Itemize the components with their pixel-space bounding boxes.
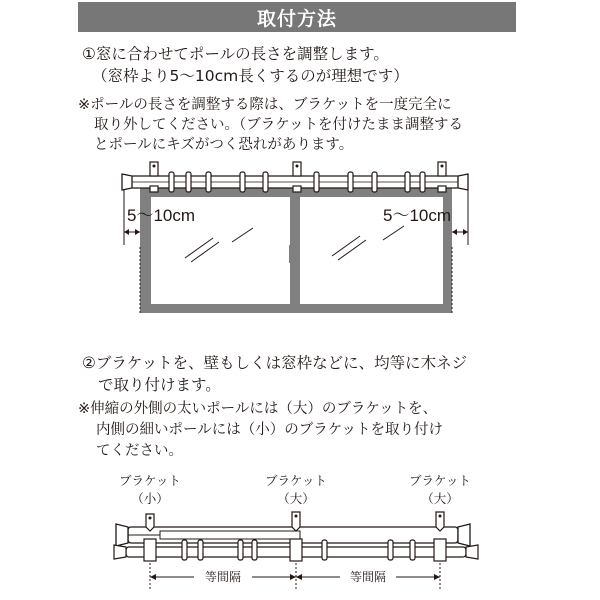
- bracket-small-label: [112, 471, 188, 507]
- bracket-right-label: [402, 471, 478, 507]
- bracket-right-name: ブラケット: [409, 473, 471, 488]
- left-extension-label: 5〜10cm: [127, 206, 196, 225]
- spacing-right-label: 等間隔: [349, 570, 387, 584]
- step2-line1: ②ブラケットを、壁もしくは窓枠などに、均等に木ネジ: [82, 354, 468, 372]
- bracket-right-size: （大）: [421, 491, 459, 506]
- right-extension-label: 5〜10cm: [383, 206, 452, 225]
- step2-note-line3: てください。: [96, 443, 183, 459]
- bracket-small-name: ブラケット: [119, 473, 181, 488]
- bracket-center-size: （大）: [277, 491, 315, 506]
- spacing-left-label: 等間隔: [204, 570, 242, 584]
- bracket-small-size: （小）: [131, 491, 169, 506]
- step1-line2: （窓枠より5〜10cm長くするのが理想です）: [92, 67, 409, 85]
- step2-note-line1: ※伸縮の外側の太いポールには（大）のブラケットを、: [78, 401, 438, 417]
- window-latch: [289, 245, 293, 263]
- page-title: 取付方法: [256, 7, 337, 30]
- step1-note-line3: とポールにキズがつく恐れがあります。: [94, 137, 354, 153]
- step2-note-line2: 内側の細いポールには（小）のブラケットを取り付け: [96, 422, 443, 438]
- curtain-pole-2: [114, 512, 478, 561]
- step1-line1: ①窓に合わせてポールの長さを調整します。: [82, 45, 389, 63]
- bracket-center-label: [258, 471, 334, 507]
- step1-note-line2: 取り外してください。（ブラケットを付けたまま調整する: [94, 117, 464, 133]
- bracket-center-name: ブラケット: [265, 473, 327, 488]
- step1-note-line1: ※ポールの長さを調整する際は、ブラケットを一度完全に: [78, 97, 452, 113]
- step2-line2: で取り付けます。: [98, 376, 221, 394]
- curtain-pole-1: [122, 162, 468, 192]
